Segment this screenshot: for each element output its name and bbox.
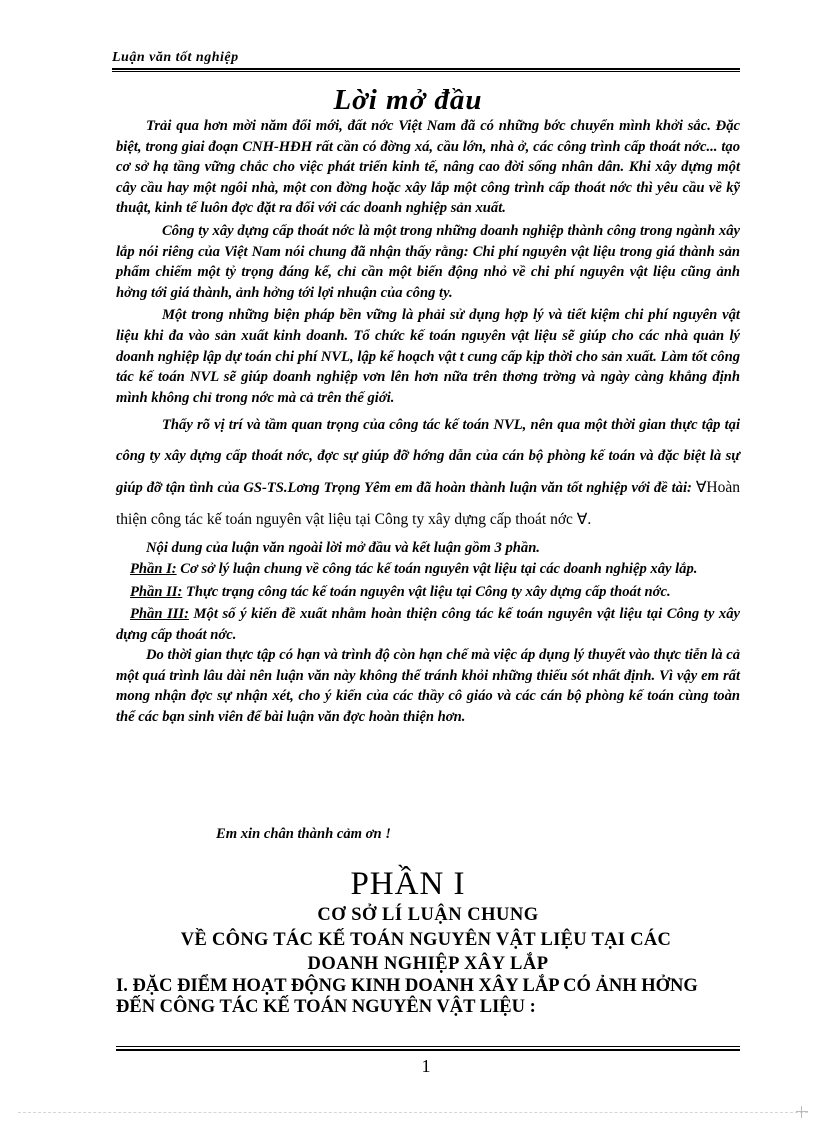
part-label: Phần I: [130,560,177,577]
preface-paragraph-1: Trải qua hơn mời năm đổi mới, đất nớc Việt Nam đã có những bớc chuyển mình khởi sắc. Đặc biệt, trong giai đoạn CNH-HĐH rất cần có đờng xá, cầu lớn, nhà ở, các công trình cấp thoát nớc... tạo cơ sở hạ tầng vững chắc cho việc phát triển kinh tế, nâng cao đời sống nhân dân. Khi xây dựng một cây cầu hay một ngôi nhà, một con đờng hoặc xây lắp một công trình cấp thoát nớc thì yêu cầu về kỹ thuật, kinh tế luôn đợc đặt ra đối với các doanh nghiệp sản xuất. [116,118,740,217]
part-description: Cơ sở lý luận chung về công tác kế toán nguyên vật liệu tại các doanh nghiệp xây lắp. [176,560,698,577]
section-subtitle-2: VỀ CÔNG TÁC KẾ TOÁN NGUYÊN VẬT LIỆU TẠI CÁC [180,930,672,950]
running-header: Luận văn tốt nghiệp [112,50,239,65]
part-description: Một số ý kiến đề xuất nhằm hoàn thiện công tác kế toán nguyên vật liệu tại Công ty xây dựng cấp thoát nớc. [116,606,740,643]
part-item [116,582,740,603]
page-edge-marker [18,1112,808,1113]
section-title: PHẦN I [350,866,466,902]
footer-divider [116,1049,740,1051]
preface-body [116,116,740,728]
section-subtitle-3: DOANH NGHIỆP XÂY LẮP [307,954,549,974]
thanks-line: Em xin chân thành cảm ơn ! [216,826,391,842]
preface-paragraph-6: Do thời gian thực tập có hạn và trình độ còn hạn chế mà việc áp dụng lý thuyết vào thực tiễn là cả một quá trình lâu dài nên luận văn này không thể tránh khỏi những thiếu sót nhất định. Vì vậy em rất mong nhận đợc sự nhận xét, cho ý kiến của các thầy cô giáo và các cán bộ phòng kế toán cùng toàn thể các bạn sinh viên để bài luận văn đợc hoàn thiện hơn. [116,647,740,726]
part-label: Phần III: [130,606,189,623]
preface-paragraph-4 [116,410,740,536]
header-divider-thin [112,71,740,72]
section-subtitle-1: CƠ SỞ LÍ LUẬN CHUNG [317,905,539,925]
footer-divider-thin [116,1046,740,1047]
part-item [116,604,740,645]
preface-paragraph-2: Công ty xây dựng cấp thoát nớc là một trong những doanh nghiệp thành công trong ngành xây lắp nói riêng của Việt Nam nói chung đã nhận thấy rằng: Chi phí nguyên vật liệu trong giá thành sản phẩm chiếm một tỷ trọng đáng kể, chỉ cần một biến động nhỏ về chi phí nguyên vật liệu cũng ảnh hởng tới giá thành, ảnh hởng tới lợi nhuận của công ty. [116,222,740,301]
preface-paragraph-4-lead: Thấy rõ vị trí và tầm quan trọng của công tác kế toán NVL, nên qua một thời gian thực tập tại công ty xây dựng cấp thoát nớc, đợc sự giúp đỡ hớng dẫn của cán bộ phòng kế toán và đặc biệt là sự giúp đỡ tận tình của GS-TS.Lơng Trọng Yêm em đã hoàn thành luận văn tốt nghiệp với đề tài: [116,417,740,497]
preface-paragraph-3: Một trong những biện pháp bền vững là phải sử dụng hợp lý và tiết kiệm chi phí nguyên vật liệu khi đa vào sản xuất kinh doanh. Tổ chức kế toán nguyên vật liệu sẽ giúp cho các nhà quản lý doanh nghiệp lập dự toán chi phí NVL, lập kế hoạch vật t cung cấp kịp thời cho sản xuất. Làm tốt công tác kế toán NVL sẽ giúp doanh nghiệp vơn lên hơn nữa trên thơng trờng và ngày càng khẳng định mình không chỉ trong nớc mà cả trên thế giới. [116,307,740,406]
page-number: 1 [421,1056,431,1076]
header-divider [112,68,740,70]
part-description: Thực trạng công tác kế toán nguyên vật liệu tại Công ty xây dựng cấp thoát nớc. [182,583,671,600]
thesis-topic: ∀Hoàn thiện công tác kế toán nguyên vật liệu tại Công ty xây dựng cấp thoát nớc ∀. [116,479,740,529]
preface-paragraph-5: Nội dung của luận văn ngoài lời mở đầu và kết luận gồm 3 phần. [146,540,540,557]
section-heading: I. ĐẶC ĐIỂM HOẠT ĐỘNG KINH DOANH XÂY LẮP CÓ ẢNH HỞNG ĐẾN CÔNG TÁC KẾ TOÁN NGUYÊN VẬT LIỆU : [116,976,698,1017]
crosshair-icon [796,1106,808,1118]
part-label: Phần II: [130,583,183,600]
part-item [116,559,740,580]
preface-title: Lời mở đầu [333,84,483,116]
